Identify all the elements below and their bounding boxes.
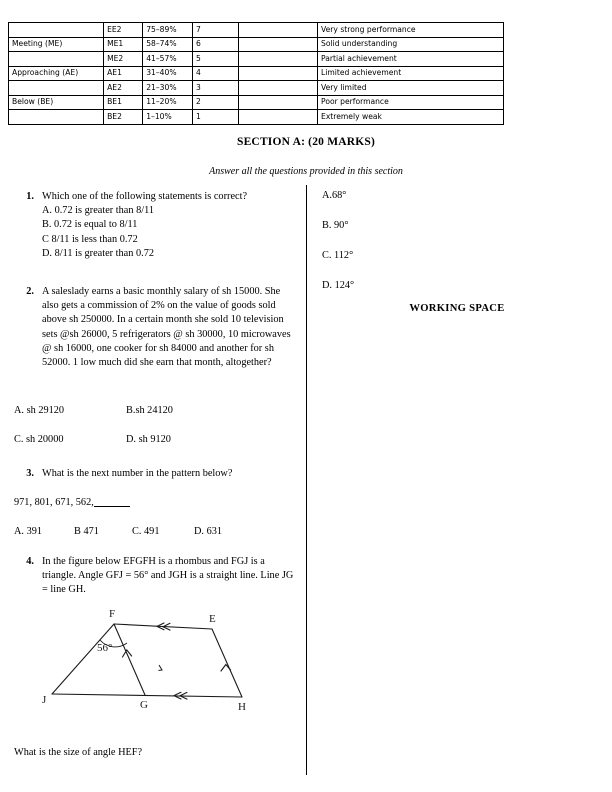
question-4-number: 4.	[26, 556, 34, 567]
question-4-stem: In the figure below EFGFH is a rhombus and FGJ is a triangle. Angle GFJ = 56° and JGH is a straight line. Line JG = line GH.	[42, 556, 294, 596]
table-row	[9, 95, 504, 110]
question-4-option-c[interactable]: C. 112°	[322, 250, 354, 261]
question-2	[14, 285, 294, 370]
question-4-option-a[interactable]: A.68°	[322, 190, 347, 201]
question-4-option-b[interactable]: B. 90°	[322, 220, 349, 231]
question-3	[14, 467, 299, 481]
question-2-option-b[interactable]: B.sh 24120	[126, 405, 173, 416]
cell-code: AE2	[104, 81, 143, 96]
edge-FJ	[52, 624, 114, 694]
question-2-options	[14, 404, 299, 462]
cell-level: 7	[192, 23, 238, 38]
cell-descriptor: Solid understanding	[318, 37, 504, 52]
cell-range: 58–74%	[143, 37, 193, 52]
cell-level: 6	[192, 37, 238, 52]
cell-band	[9, 52, 104, 67]
working-space-heading: WORKING SPACE	[409, 303, 505, 314]
edge-JH	[52, 694, 242, 697]
cell-blank	[238, 95, 317, 110]
question-1-option-c[interactable]: C 8/11 is less than 0.72	[42, 233, 138, 245]
cell-range: 1–10%	[143, 110, 193, 125]
cell-descriptor: Very strong performance	[318, 23, 504, 38]
question-3-option-d[interactable]: D. 631	[194, 526, 223, 537]
vertex-label-E: E	[209, 613, 216, 625]
cell-band	[9, 110, 104, 125]
edge-EH	[212, 629, 242, 697]
cell-descriptor: Partial achievement	[318, 52, 504, 67]
cell-band: Meeting (ME)	[9, 37, 104, 52]
question-2-number: 2.	[26, 286, 34, 297]
question-3-option-c[interactable]: C. 491	[132, 526, 160, 537]
cell-descriptor: Extremely weak	[318, 110, 504, 125]
table-row	[9, 110, 504, 125]
question-4	[14, 555, 294, 598]
section-title: SECTION A: (20 MARKS)	[236, 136, 376, 148]
cell-range: 41–57%	[143, 52, 193, 67]
question-1-stem: Which one of the following statements is correct?	[42, 191, 248, 202]
cell-range: 31–40%	[143, 66, 193, 81]
grading-table	[8, 22, 504, 125]
question-2-option-d[interactable]: D. sh 9120	[126, 434, 171, 445]
table-row	[9, 37, 504, 52]
cell-code: EE2	[104, 23, 143, 38]
table-row	[9, 66, 504, 81]
rhombus-figure	[18, 602, 268, 712]
cell-level: 1	[192, 110, 238, 125]
cell-band: Approaching (AE)	[9, 66, 104, 81]
stray-tick-mark	[159, 665, 163, 671]
arrow-EH	[221, 665, 231, 672]
answer-options-column	[322, 190, 602, 310]
cell-code: BE2	[104, 110, 143, 125]
vertex-label-H: H	[238, 701, 246, 712]
question-1-option-a[interactable]: A. 0.72 is greater than 8/11	[42, 205, 154, 217]
table-row	[9, 52, 504, 67]
question-3-pattern-text: 971, 801, 671, 562,	[14, 497, 94, 508]
question-4-option-d[interactable]: D. 124°	[322, 280, 355, 291]
cell-level: 3	[192, 81, 238, 96]
question-1-body	[42, 190, 294, 261]
cell-level: 5	[192, 52, 238, 67]
cell-level: 2	[192, 95, 238, 110]
vertex-label-G: G	[140, 699, 148, 711]
section-instruction: Answer all the questions provided in this section	[209, 166, 403, 177]
question-4-body	[42, 555, 294, 598]
cell-blank	[238, 81, 317, 96]
question-2-body	[42, 285, 294, 370]
cell-descriptor: Very limited	[318, 81, 504, 96]
cell-range: 11–20%	[143, 95, 193, 110]
cell-blank	[238, 37, 317, 52]
rhombus-figure-svg	[18, 602, 268, 712]
question-2-option-a[interactable]: A. sh 29120	[14, 405, 65, 416]
edge-FG	[114, 624, 145, 695]
cell-descriptor: Poor performance	[318, 95, 504, 110]
question-3-body	[42, 467, 299, 481]
question-4-followup: What is the size of angle HEF?	[14, 747, 143, 758]
angle-label-56: 56°	[97, 642, 113, 654]
cell-level: 4	[192, 66, 238, 81]
question-3-stem: What is the next number in the pattern below?	[42, 468, 233, 479]
cell-range: 75–89%	[143, 23, 193, 38]
cell-code: ME1	[104, 37, 143, 52]
question-3-option-a[interactable]: A. 391	[14, 526, 43, 537]
question-1-option-b[interactable]: B. 0.72 is equal to 8/11	[42, 219, 138, 231]
vertex-label-J: J	[42, 694, 47, 706]
question-3-number: 3.	[26, 468, 34, 479]
cell-range: 21–30%	[143, 81, 193, 96]
table-row	[9, 81, 504, 96]
question-2-option-c[interactable]: C. sh 20000	[14, 434, 64, 445]
answer-blank-rule[interactable]	[94, 506, 130, 507]
cell-code: AE1	[104, 66, 143, 81]
cell-code: BE1	[104, 95, 143, 110]
figure-edges	[52, 624, 242, 697]
question-1	[14, 190, 294, 261]
cell-band: Below (BE)	[9, 95, 104, 110]
question-3-option-b[interactable]: B 471	[74, 526, 99, 537]
cell-band	[9, 23, 104, 38]
question-1-number: 1.	[26, 191, 34, 202]
cell-blank	[238, 110, 317, 125]
question-2-options-row-1	[14, 404, 299, 418]
cell-band	[9, 81, 104, 96]
question-1-option-d[interactable]: D. 8/11 is greater than 0.72	[42, 247, 154, 259]
cell-descriptor: Limited achievement	[318, 66, 504, 81]
vertex-label-F: F	[109, 608, 116, 620]
question-2-options-row-2	[14, 433, 299, 447]
question-3-options	[14, 526, 299, 537]
cell-code: ME2	[104, 52, 143, 67]
question-3-pattern	[14, 497, 130, 508]
question-2-stem: A saleslady earns a basic monthly salary of sh 15000. She also gets a commission of 2% on the value of goods sold above sh 250000. In a certain month she sold 10 television sets @sh 26000, 5 refrigerators @ sh 30000, 10 microwaves @ sh 16000, one cooker for sh 84000 and another for sh 52000. 1 low much did she earn that month, altogether?	[42, 286, 291, 369]
grading-table-body	[9, 23, 504, 125]
cell-blank	[238, 52, 317, 67]
cell-blank	[238, 66, 317, 81]
column-divider	[306, 185, 307, 775]
table-row	[9, 23, 504, 38]
cell-blank	[238, 23, 317, 38]
